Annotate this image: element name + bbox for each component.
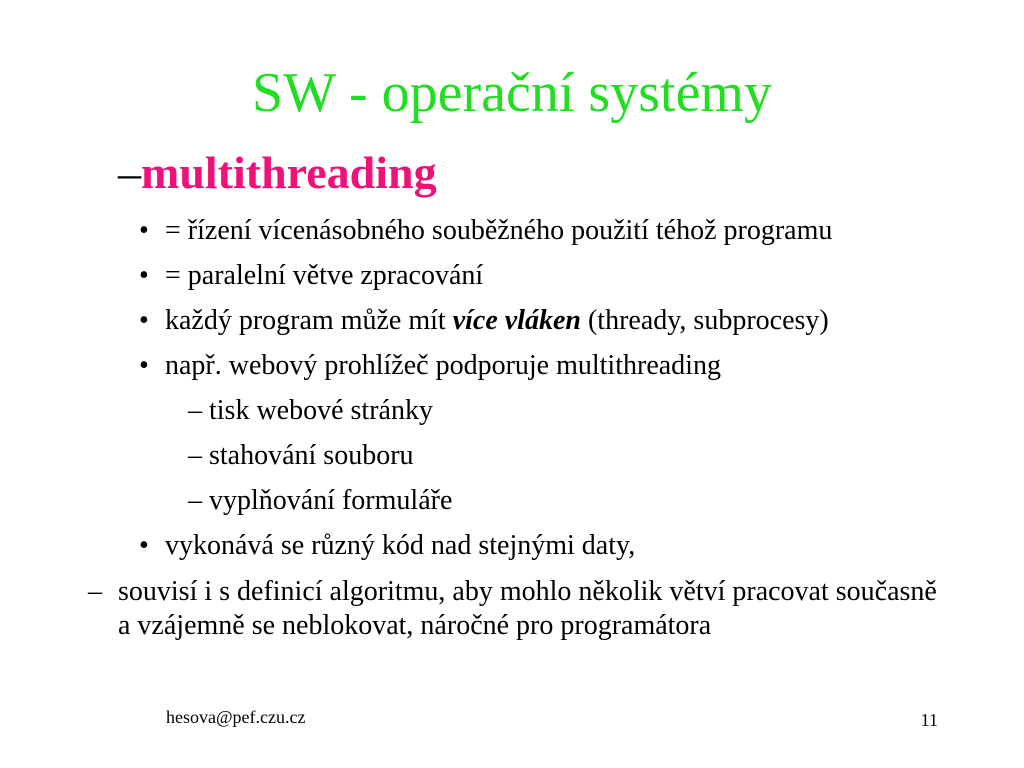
- sub-item: – stahování souboru: [188, 440, 414, 471]
- bullet-text: vykonává se různý kód nad stejnými daty,: [165, 530, 636, 561]
- paragraph-text: souvisí i s definicí algoritmu, aby mohlo několik větví pracovat současně a vzájemně se neblokovat, náročné pro programátora: [118, 576, 937, 641]
- bullet-item: [139, 529, 636, 563]
- bullet-text: = řízení vícenásobného souběžného použití téhož programu: [165, 215, 833, 246]
- bullet-marker: •: [139, 215, 149, 246]
- bullet-marker: •: [139, 530, 149, 561]
- heading-dash: –: [118, 147, 141, 198]
- sub-item: – tisk webové stránky: [188, 395, 433, 426]
- bullet-item: [139, 304, 829, 338]
- bullet-text: např. webový prohlížeč podporuje multithreading: [165, 350, 721, 381]
- sub-item: – vyplňování formuláře: [188, 485, 453, 516]
- bullet-text: = paralelní větve zpracování: [165, 260, 484, 291]
- slide-title: SW - operační systémy: [252, 62, 772, 124]
- bullet-emphasis: více vláken: [452, 305, 581, 336]
- bullet-marker: •: [139, 350, 149, 381]
- bullet-text-after: (thready, subprocesy): [580, 305, 829, 336]
- bullet-marker: •: [139, 305, 149, 336]
- bullet-marker: •: [139, 260, 149, 291]
- bullet-item: [139, 214, 833, 248]
- page-number: 11: [920, 710, 938, 730]
- section-heading: [118, 138, 437, 208]
- bullet-text-before: každý program může mít: [165, 305, 453, 336]
- paragraph-dash: –: [88, 576, 102, 607]
- footer-email: hesova@pef.czu.cz: [166, 707, 306, 727]
- bullet-item: [139, 349, 721, 383]
- bullet-item: [139, 259, 484, 293]
- heading-label: multithreading: [141, 147, 437, 198]
